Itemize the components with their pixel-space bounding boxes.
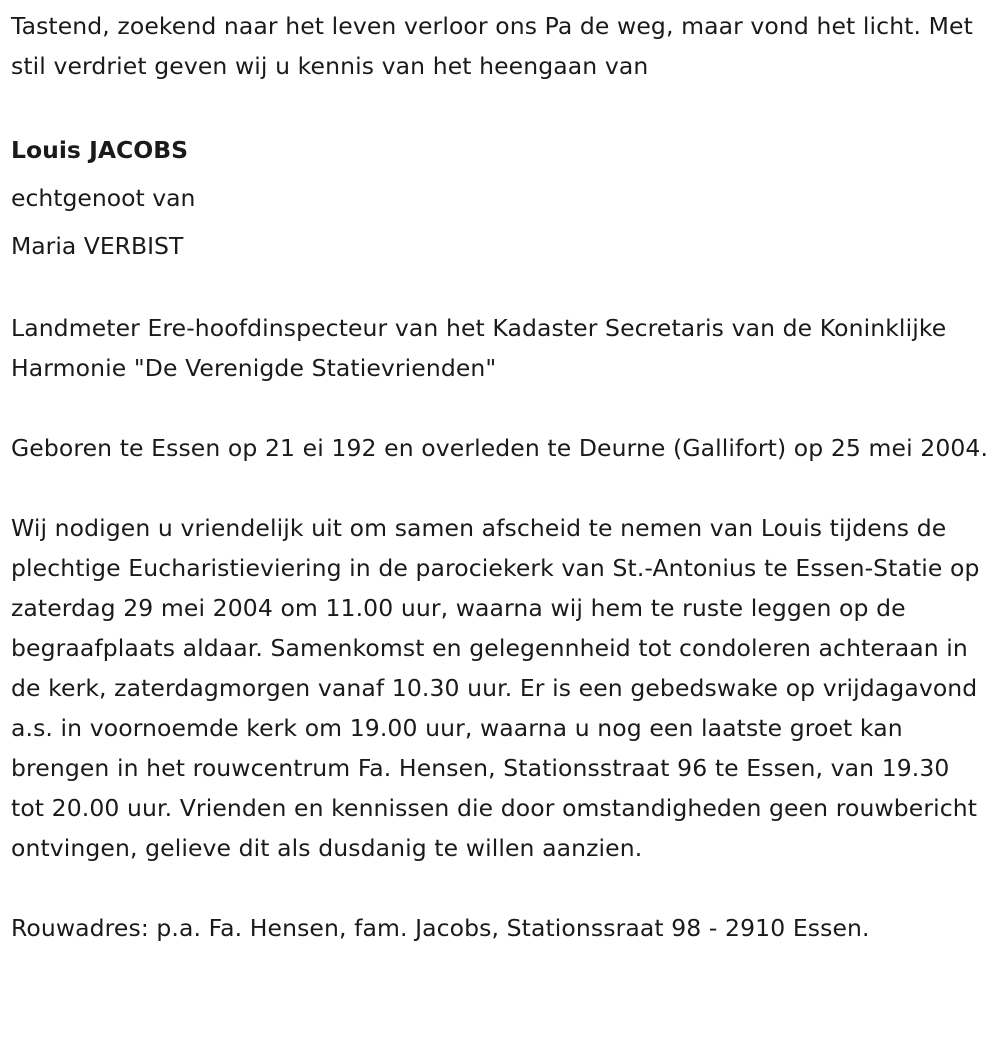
deceased-name: Louis JACOBS xyxy=(11,136,189,164)
birth-death-paragraph: Geboren te Essen op 21 ei 192 en overleden te Deurne (Gallifort) op 25 mei 2004. xyxy=(11,434,989,462)
address-paragraph: Rouwadres: p.a. Fa. Hensen, fam. Jacobs, Stationssraat 98 - 2910 Essen. xyxy=(11,914,870,942)
intro-paragraph: Tastend, zoekend naar het leven verloor ons Pa de weg, maar vond het licht. Met stil verdriet geven wij u kennis van het heengaan van xyxy=(11,12,973,80)
invitation-paragraph: Wij nodigen u vriendelijk uit om samen afscheid te nemen van Louis tijdens de plechtige Eucharistieviering in de parociekerk van St.-Antonius te Essen-Statie op zaterdag 29 mei 2004 om 11.00 uur, waarna wij hem te ruste leggen op de begraafplaats aldaar. Samenkomst en gelegennheid tot condoleren achteraan in de kerk, zaterdagmorgen vanaf 10.30 uur. Er is een gebedswake op vrijdagavond a.s. in voornoemde kerk om 19.00 uur, waarna u nog een laatste groet kan brengen in het rouwcentrum Fa. Hensen, Stationsstraat 96 te Essen, van 19.30 tot 20.00 uur. Vrienden en kennissen die door omstandigheden geen rouwbericht ontvingen, gelieve dit als dusdanig te willen aanzien. xyxy=(11,514,980,862)
titles-paragraph: Landmeter Ere-hoofdinspecteur van het Kadaster Secretaris van de Koninklijke Harmonie "De Verenigde Statievrienden" xyxy=(11,314,947,382)
spouse-label: echtgenoot van xyxy=(11,184,196,212)
name-block xyxy=(11,126,990,270)
spouse-name: Maria VERBIST xyxy=(11,232,184,260)
